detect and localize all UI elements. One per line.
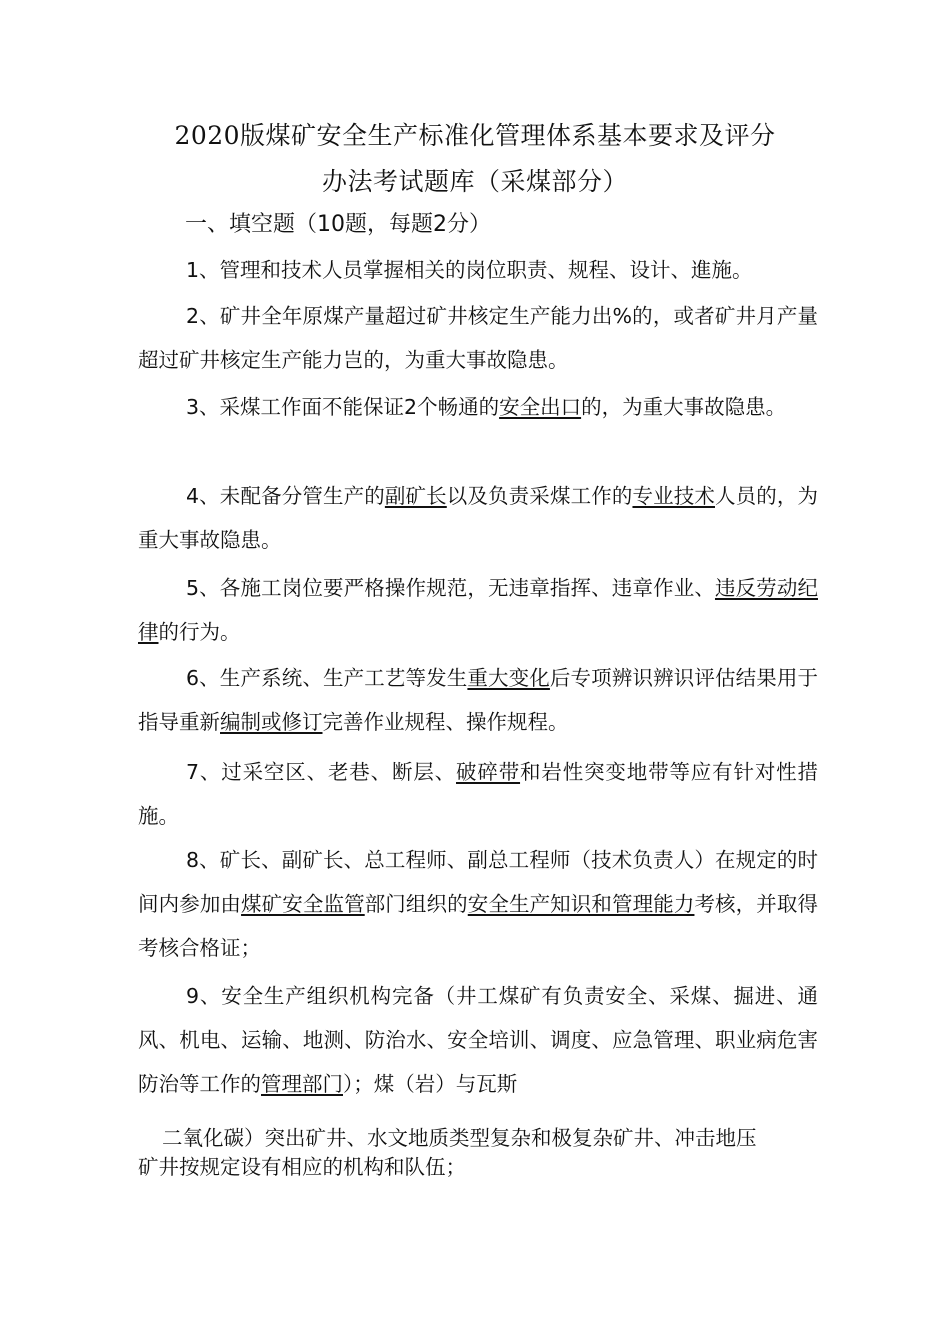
- question-2: [138, 294, 818, 382]
- answer-blank: 安全生产知识和管理能力: [467, 892, 695, 916]
- continuation-line-1: 二氧化碳）突出矿井、水文地质类型复杂和极复杂矿井、冲击地压: [162, 1126, 757, 1150]
- question-text: 后专项辨识辨识评估结果用于指导重新: [138, 666, 819, 734]
- question-text: 9、安全生产组织机构完备（井工煤矿有负责安全、采煤、掘进、通风、机电、运输、地测、防治水、安全培训、调度、应急管理、职业病危害防治等工作的: [138, 984, 818, 1096]
- question-text: 考核，并取得考核合格证；: [138, 892, 818, 960]
- question-text: 8、矿长、副矿长、总工程师、副总工程师（技术负责人）在规定的时间内参加由: [138, 848, 818, 916]
- question-text: 3、采煤工作面不能保证2个畅通的: [186, 395, 500, 419]
- question-text: 人员的，为重大事故隐患。: [138, 484, 819, 552]
- answer-blank: 编制或修订: [220, 710, 323, 734]
- question-text: 1、管理和技术人员掌握相关的岗位职责、规程、设计、進施。: [186, 258, 753, 282]
- question-5: [138, 566, 818, 654]
- document-title-line-1: 2020版煤矿安全生产标准化管理体系基本要求及评分: [174, 121, 776, 150]
- question-text: ）；煤（岩）与瓦斯: [343, 1072, 518, 1096]
- question-text: 的，为重大事故隐患。: [581, 395, 787, 419]
- question-text: 部门组织的: [364, 892, 468, 916]
- question-3: [138, 385, 818, 429]
- answer-blank: 煤矿安全监管: [241, 892, 365, 916]
- question-9: [138, 974, 818, 1106]
- answer-blank: 安全出口: [499, 395, 582, 419]
- question-text: 的行为。: [158, 620, 241, 644]
- answer-blank: 管理部门: [261, 1072, 343, 1096]
- question-text: 2、矿井全年原煤产量超过矿井核定生产能力出%的，或者矿井月产量超过矿井核定生产能力岂的，为重大事故隐患。: [138, 304, 818, 372]
- question-4: [138, 474, 818, 562]
- question-text: 5、各施工岗位要严格操作规范，无违章指挥、违章作业、: [186, 576, 715, 600]
- document-title-line-2: 办法考试题库（采煤部分）: [321, 167, 628, 196]
- answer-blank: 违反劳动纪律: [138, 576, 818, 644]
- question-6: [138, 656, 818, 744]
- answer-blank: 专业技术: [632, 484, 715, 508]
- question-8: [138, 838, 818, 970]
- continuation-line-2: 矿井按规定设有相应的机构和队伍；: [138, 1155, 466, 1179]
- question-7: [138, 750, 818, 838]
- answer-blank: 破碎带: [456, 760, 521, 784]
- question-text: 和岩性突变地带等应有针对性措施。: [138, 760, 819, 828]
- question-text: 4、未配备分管生产的: [186, 484, 385, 508]
- question-text: 6、生产系统、生产工艺等发生: [186, 666, 468, 690]
- question-text: 以及负责采煤工作的: [446, 484, 633, 508]
- question-text: 7、过采空区、老巷、断层、: [186, 760, 457, 784]
- answer-blank: 副矿长: [384, 484, 447, 508]
- section-heading: 一、填空题（10题，每题2分）: [185, 212, 491, 237]
- answer-blank: 重大变化: [467, 666, 550, 690]
- question-1: [138, 248, 818, 292]
- continuation-paragraph: [138, 1124, 828, 1182]
- question-text: 完善作业规程、操作规程。: [322, 710, 569, 734]
